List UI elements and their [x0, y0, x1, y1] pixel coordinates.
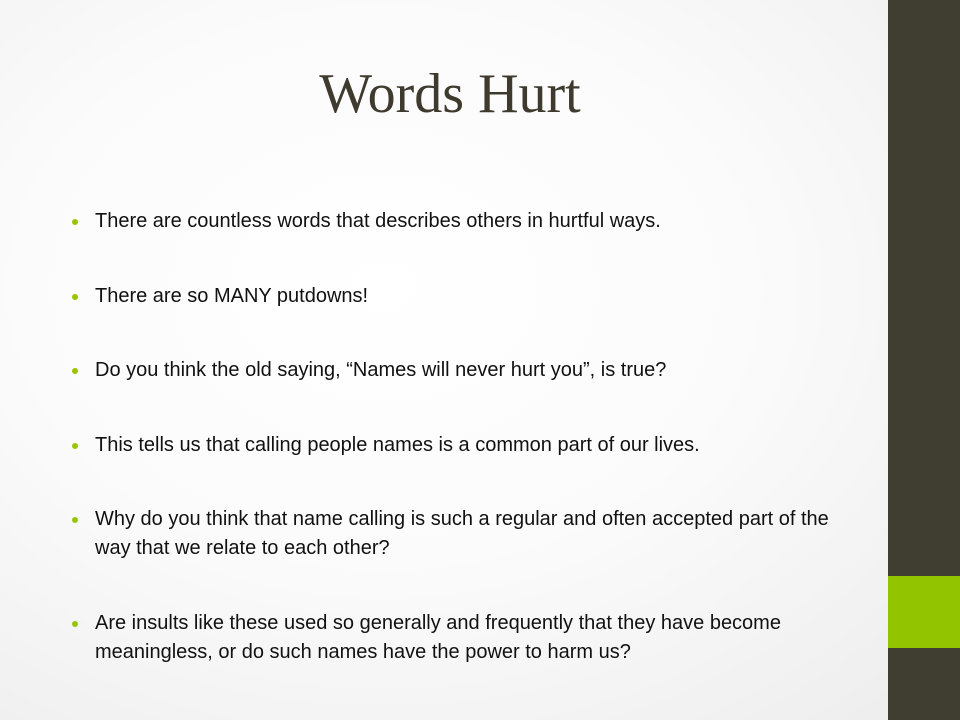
bullet-text: Do you think the old saying, “Names will never hurt you”, is true?: [95, 359, 667, 381]
bullet-item: [72, 431, 862, 460]
bullet-dot-icon: [72, 517, 78, 523]
bullet-dot-icon: [72, 443, 78, 449]
bullet-text: This tells us that calling people names is a common part of our lives.: [95, 434, 700, 456]
bullet-dot-icon: [72, 294, 78, 300]
bullet-dot-icon: [72, 368, 78, 374]
bullet-item: [72, 356, 862, 385]
accent-square: [888, 576, 960, 648]
bullet-text: Why do you think that name calling is such a regular and often accepted part of the way that we relate to each other?: [95, 508, 829, 559]
slide-title: Words Hurt: [319, 63, 581, 125]
bullet-item: [72, 282, 862, 311]
bullet-dot-icon: [72, 621, 78, 627]
bullet-item: [72, 609, 862, 667]
bullet-text: Are insults like these used so generally and frequently that they have become meaningless, or do such names have the power to harm us?: [95, 612, 781, 663]
bullet-dot-icon: [72, 219, 78, 225]
bullet-item: [72, 505, 862, 563]
bullet-text: There are so MANY putdowns!: [95, 285, 369, 307]
bullet-text: There are countless words that describes others in hurtful ways.: [95, 210, 661, 232]
bullet-list: [72, 207, 862, 667]
bullet-item: [72, 207, 862, 236]
